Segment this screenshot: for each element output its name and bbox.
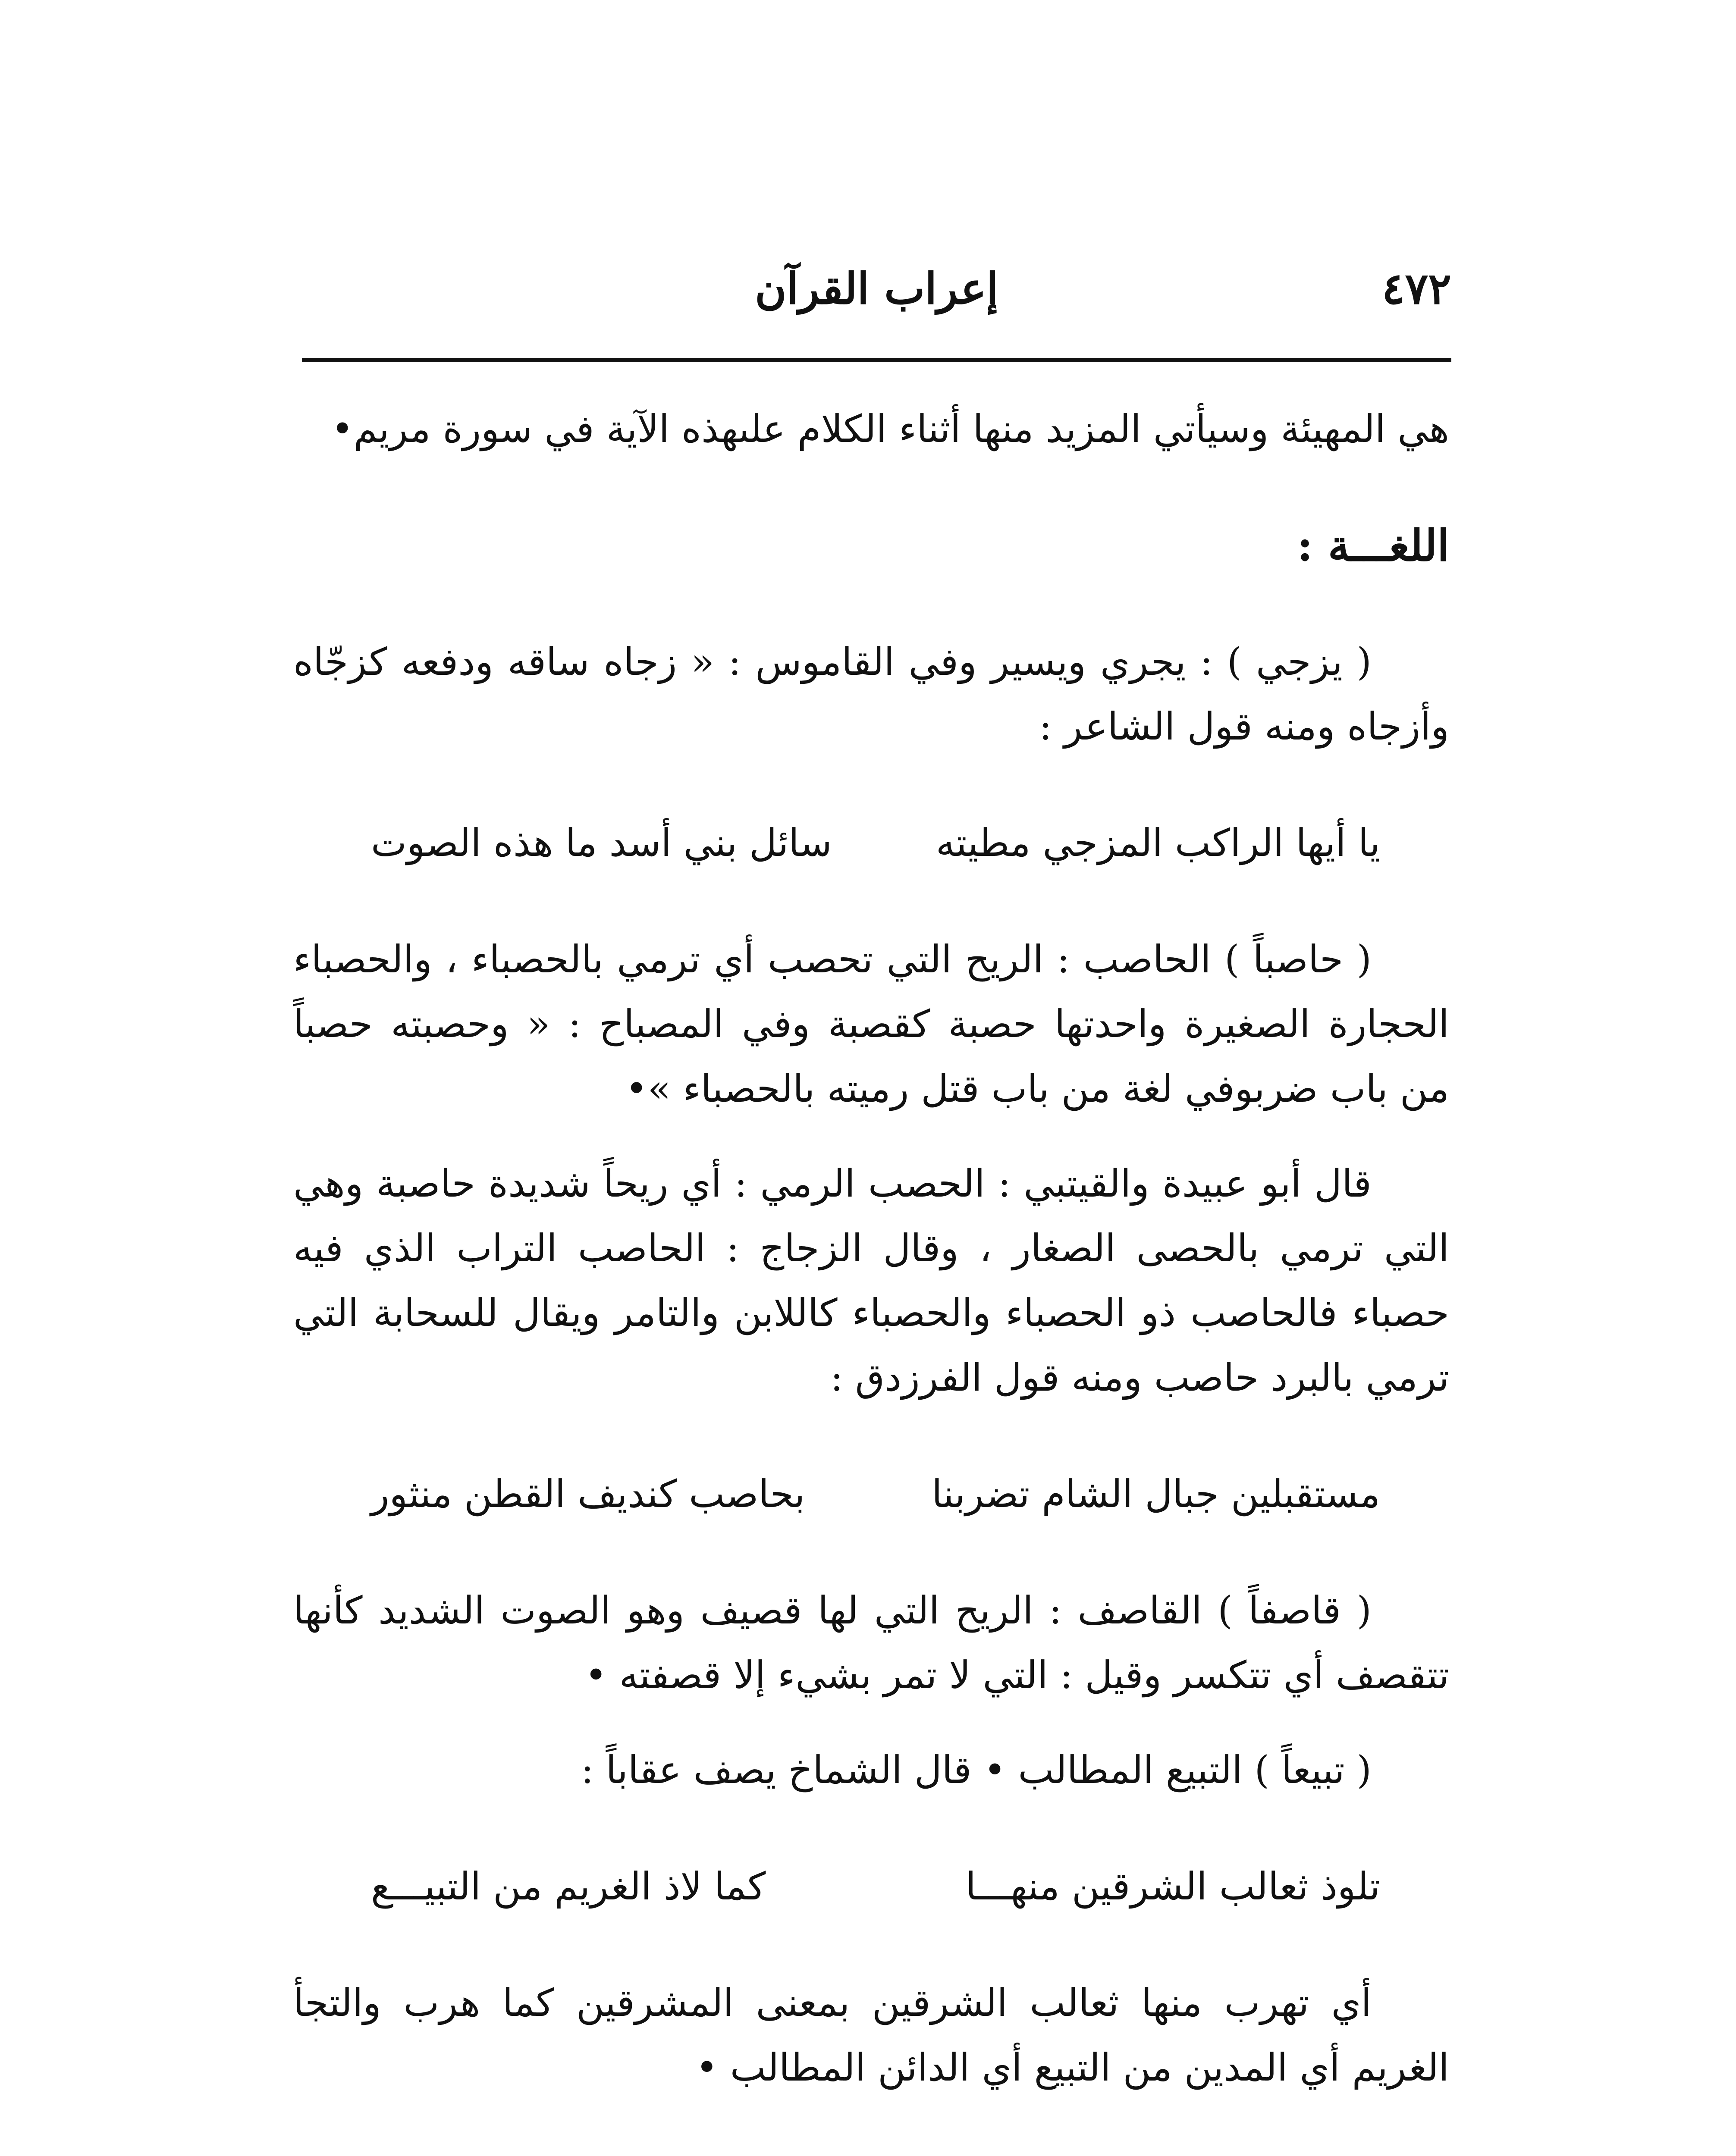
verse-3-first-hemistich: تلوذ ثعالب الشرقين منهـــا	[965, 1864, 1380, 1908]
page-number: ٤٧٢	[1381, 263, 1451, 314]
verse-1-first-hemistich: يا أيها الراكب المزجي مطيته	[935, 821, 1380, 865]
intro-paragraph: هي المهيئة وسيأتي المزيد منها أثناء الكلام علىهذه الآية في سورة مريم•	[331, 407, 1449, 451]
paragraph-qasifan: ( قاصفاً ) القاصف : الريح التي لها قصيف وهو الصوت الشديد كأنها تتقصف أي تتكسر وقيل : التي لا تمر بشيء إلا قصفته •	[293, 1588, 1449, 1697]
verse-2	[293, 1462, 1449, 1526]
verse-2-second-hemistich: بحاصب كنديف القطن منثور	[371, 1472, 805, 1516]
paragraph-tahrub: أي تهرب منها ثعالب الشرقين بمعنى المشرقين كما هرب والتجأ الغريم أي المدين من التبيع أي الدائن المطالب •	[293, 1981, 1449, 2090]
verse-3-second-hemistich: كما لاذ الغريم من التبيـــع	[371, 1864, 766, 1908]
section-heading-lugha: اللغـــة :	[1297, 520, 1449, 571]
running-title: إعراب القرآن	[755, 263, 998, 314]
page-header	[302, 263, 1451, 323]
verse-3	[293, 1854, 1449, 1919]
paragraph-abu-ubayda: قال أبو عبيدة والقيتبي : الحصب الرمي : أي ريحاً شديدة حاصبة وهي التي ترمي بالحصى الصغار ، وقال الزجاج : الحاصب التراب الذي فيه حصباء فالحاصب ذو الحصباء والحصباء كاللابن والتامر ويقال للسحابة التي ترمي بالبرد حاصب ومنه قول الفرزدق :	[293, 1161, 1449, 1400]
paragraph-tabian: ( تبيعاً ) التبيع المطالب • قال الشماخ يصف عقاباً :	[581, 1748, 1372, 1792]
verse-2-first-hemistich: مستقبلين جبال الشام تضربنا	[932, 1472, 1380, 1516]
paragraph-hasiban: ( حاصباً ) الحاصب : الريح التي تحصب أي ترمي بالحصباء ، والحصباء الحجارة الصغيرة واحدتها حصبة كقصبة وفي المصباح : « وحصبته حصباً من باب ضربوفي لغة من باب قتل رميته بالحصباء »•	[293, 937, 1449, 1111]
verse-1-second-hemistich: سائل بني أسد ما هذه الصوت	[371, 821, 832, 865]
header-rule	[302, 358, 1451, 362]
page-content	[293, 397, 1449, 2100]
verse-1	[293, 811, 1449, 875]
paragraph-yuzji: ( يزجي ) : يجري ويسير وفي القاموس : « زجاه ساقه ودفعه كزجّاه وأزجاه ومنه قول الشاعر :	[293, 639, 1449, 749]
